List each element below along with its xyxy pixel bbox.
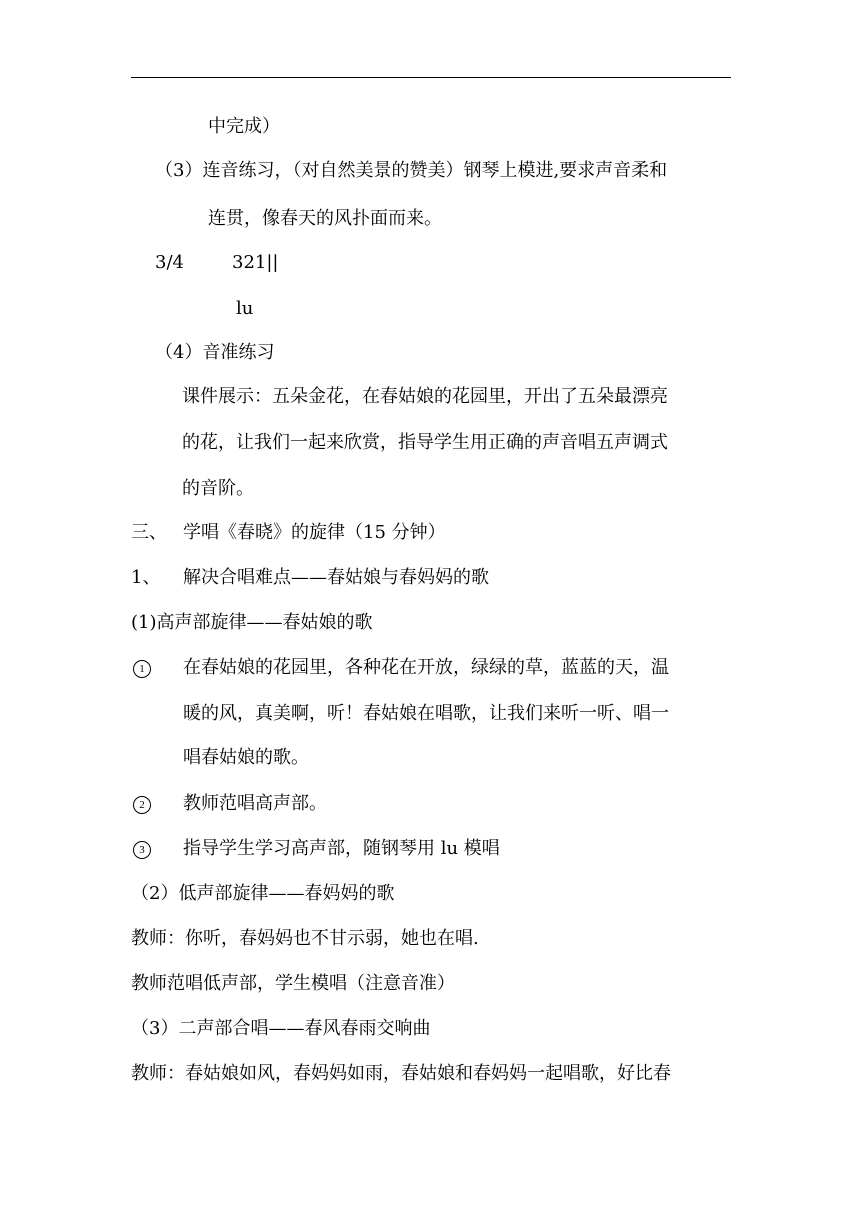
text-line: 课件展示：五朵金花，在春姑娘的花园里，开出了五朵最漂亮 bbox=[182, 386, 668, 407]
text-line: （4）音准练习 bbox=[155, 342, 275, 363]
time-signature: 3/4 bbox=[155, 252, 184, 273]
item-heading: 解决合唱难点——春姑娘与春妈妈的歌 bbox=[183, 567, 489, 588]
section-heading: 学唱《春晓》的旋律（15 分钟） bbox=[183, 522, 446, 543]
circled-number-3: 3 bbox=[133, 841, 151, 859]
text-line: 的花，让我们一起来欣赏，指导学生用正确的声音唱五声调式 bbox=[182, 432, 668, 453]
text-line: 的音阶。 bbox=[182, 478, 254, 499]
subheading: （3）二声部合唱——春风春雨交响曲 bbox=[131, 1018, 431, 1039]
text-line: 连贯，像春天的风扑面而来。 bbox=[208, 208, 442, 229]
header-rule bbox=[131, 77, 731, 78]
text-line: 暖的风，真美啊，听！春姑娘在唱歌，让我们来听一听、唱一 bbox=[183, 703, 669, 724]
section-number: 三、 bbox=[131, 522, 167, 543]
syllable: lu bbox=[236, 298, 254, 319]
text-line: （3）连音练习，（对自然美景的赞美）钢琴上模进,要求声音柔和 bbox=[155, 160, 668, 181]
text-line: 中完成） bbox=[208, 116, 280, 137]
text-line: 教师范唱高声部。 bbox=[183, 793, 327, 814]
notation: 321|| bbox=[232, 252, 279, 273]
text-line: 教师：你听，春妈妈也不甘示弱，她也在唱. bbox=[131, 928, 479, 949]
text-line: 唱春姑娘的歌。 bbox=[183, 747, 309, 768]
subheading: (1)高声部旋律——春姑娘的歌 bbox=[131, 612, 373, 633]
circled-number-2: 2 bbox=[133, 796, 151, 814]
text-line: 在春姑娘的花园里，各种花在开放，绿绿的草，蓝蓝的天，温 bbox=[183, 657, 669, 678]
text-line: 教师：春姑娘如风，春妈妈如雨，春姑娘和春妈妈一起唱歌，好比春 bbox=[131, 1063, 671, 1084]
text-line: 指导学生学习高声部，随钢琴用 lu 模唱 bbox=[183, 838, 500, 859]
circled-number-1: 1 bbox=[133, 660, 151, 678]
subheading: （2）低声部旋律——春妈妈的歌 bbox=[131, 883, 395, 904]
item-number: 1、 bbox=[131, 567, 161, 588]
text-line: 教师范唱低声部，学生模唱（注意音准） bbox=[131, 973, 455, 994]
